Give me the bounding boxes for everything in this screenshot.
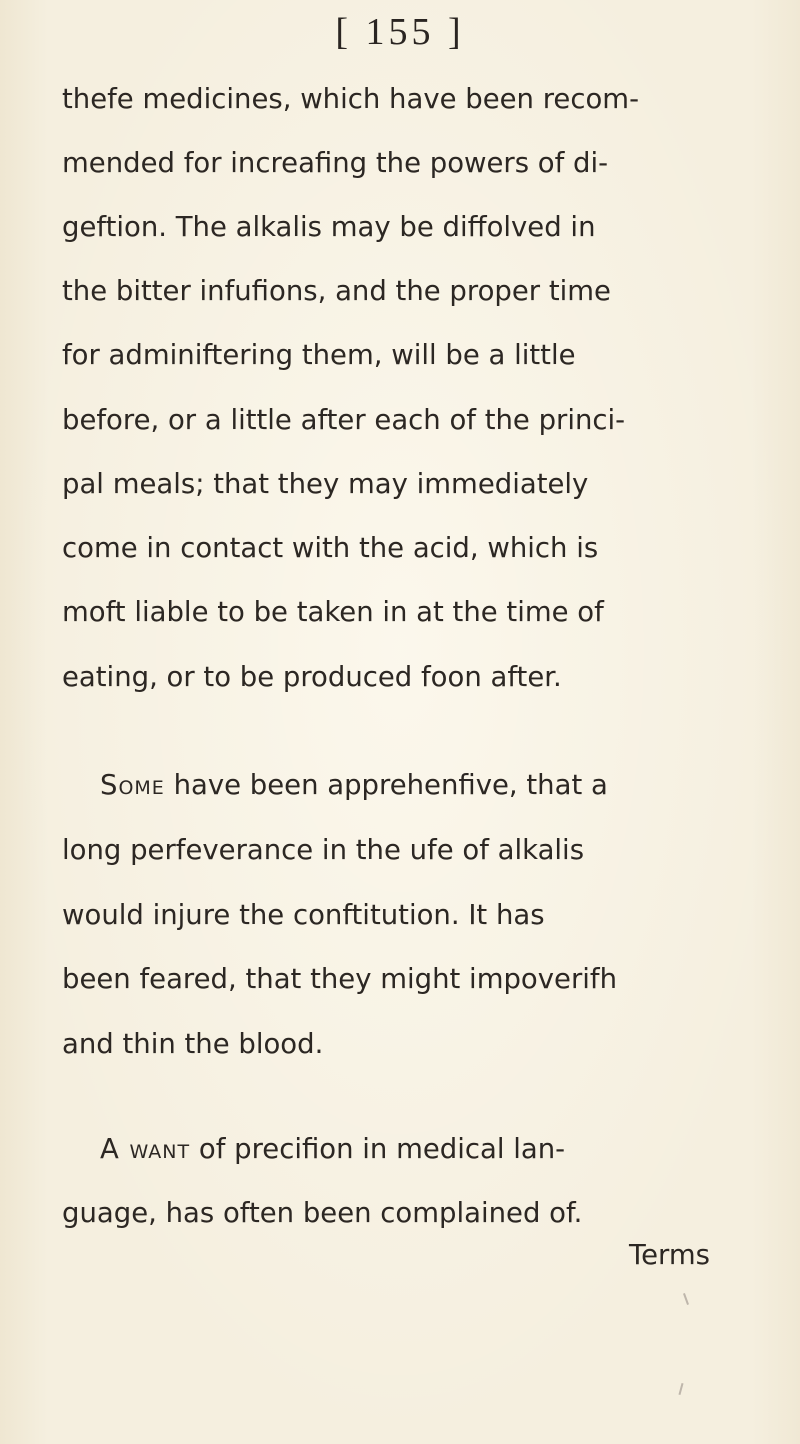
paragraph-first-line	[100, 767, 608, 803]
text-line: guage, has often been complained of.	[62, 1197, 583, 1229]
text-line: come in contact with the acid, which is	[62, 532, 599, 564]
text-line: and thin the blood.	[62, 1028, 324, 1060]
text-line: long perfeverance in the ufe of alkalis	[62, 834, 585, 866]
paper-speck	[683, 1293, 689, 1305]
text-line: before, or a little after each of the princi-	[62, 404, 626, 436]
lead-word: Some	[100, 769, 165, 801]
line-text: of precifion in medical lan-	[198, 1133, 566, 1165]
catchword: Terms	[629, 1239, 710, 1271]
text-line: moft liable to be taken in at the time of	[62, 596, 604, 628]
text-line: eating, or to be produced foon after.	[62, 661, 562, 693]
text-line: mended for increafing the powers of di-	[62, 147, 609, 179]
text-line: the bitter infufions, and the proper time	[62, 275, 611, 307]
page-number-header: [ 155 ]	[335, 11, 465, 53]
text-line: pal meals; that they may immediately	[62, 468, 589, 500]
text-line: would injure the conftitution. It has	[62, 899, 545, 931]
text-line: geftion. The alkalis may be diffolved in	[62, 211, 596, 243]
lead-word: A want	[100, 1133, 191, 1165]
line-text: have been apprehenfive, that a	[173, 769, 608, 801]
paper-speck	[678, 1383, 683, 1395]
text-line: thefe medicines, which have been recom-	[62, 83, 640, 115]
text-line: been feared, that they might impoverifh	[62, 963, 618, 995]
paragraph-first-line	[100, 1131, 565, 1167]
text-line: for adminiftering them, will be a little	[62, 339, 576, 371]
